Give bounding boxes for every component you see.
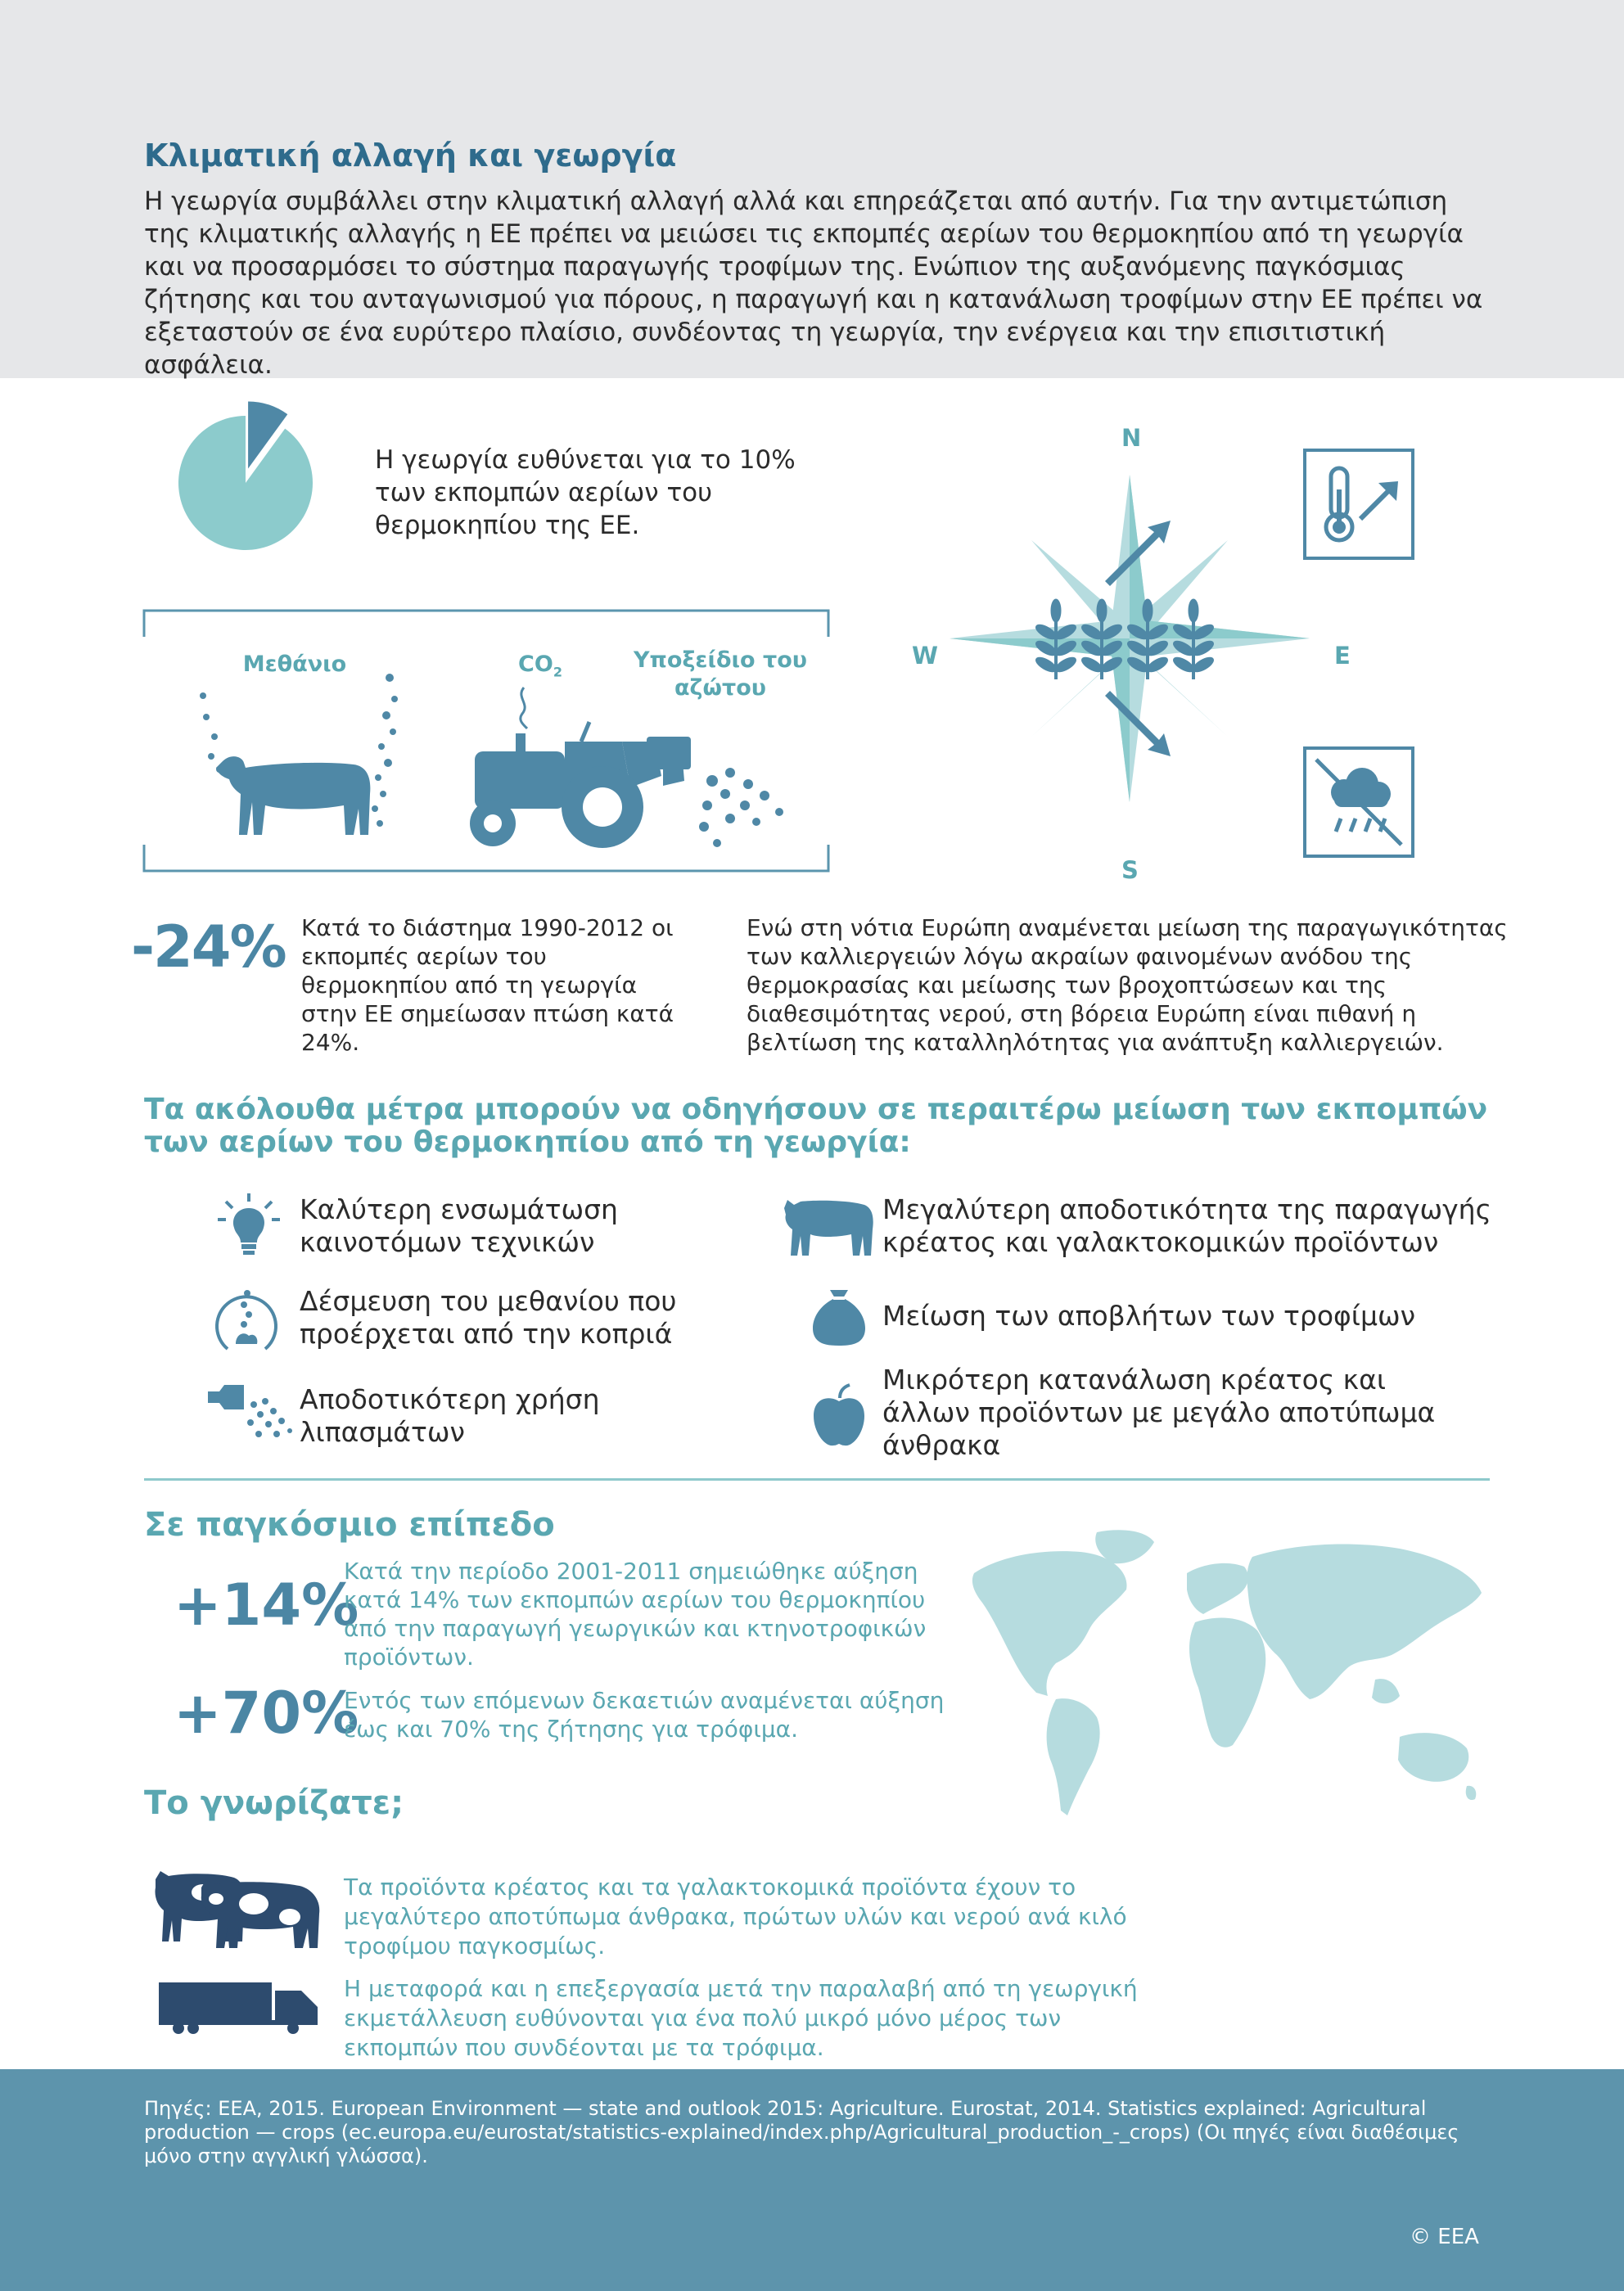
emissions-decrease-value: -24% xyxy=(131,913,286,981)
co2-subscript: 2 xyxy=(553,664,562,680)
did-you-know-heading: Το γνωρίζατε; xyxy=(144,1784,404,1822)
global-emissions-increase-value: +14% xyxy=(174,1572,359,1639)
measure-innovation-line2: καινοτόμων τεχνικών xyxy=(300,1226,595,1258)
food-waste-bag-icon xyxy=(809,1287,869,1347)
compass-north-label: N xyxy=(1121,424,1142,452)
global-heading: Σε παγκόσμιο επίπεδο xyxy=(144,1506,555,1544)
copyright-text: © EEA xyxy=(1410,2225,1479,2249)
intro-paragraph: Η γεωργία συμβάλλει στην κλιματική αλλαγή αλλά και επηρεάζεται από αυτήν. Για την αντιμετώπιση της κλιματικής αλλαγής η ΕΕ πρέπει να μειώσει τις εκπομπές αερίων του θερμοκηπίου από τη γεωργία και να προσαρμόσει το σύστημα παραγωγής τροφίμων της. Ενώπιον της αυξανόμενης παγκόσμιας ζήτησης και του ανταγωνισμού για πόρους, η παραγωγή και η κατανάλωση τροφίμων στην ΕΕ πρέπει να εξεταστούν σε ένα ευρύτερο πλαίσιο, συνδέοντας τη γεωργία, την ενέργεια και την επισιτιστική ασφάλεια. xyxy=(144,187,1483,380)
measure-livestock-line2: κρέατος και γαλακτοκομικών προϊόντων xyxy=(882,1226,1439,1258)
world-map xyxy=(966,1524,1490,1827)
section-divider xyxy=(144,1478,1490,1481)
compass-south-label: S xyxy=(1121,856,1139,884)
measure-fertilizer-line2: λιπασμάτων xyxy=(300,1416,465,1448)
dairy-cows-icon xyxy=(152,1863,327,1953)
measure-methane-line1: Δέσμευση του μεθανίου που xyxy=(300,1285,677,1317)
cow-icon xyxy=(783,1193,877,1259)
sources-text: Πηγές: EEA, 2015. European Environment — state and outlook 2015: Agriculture. Eurostat, 2014. Statistics explained: Agricultural production — crops (ec.europa.eu/eurostat/statistics-explained/index.php/Agricultural_production_-_crops) (Οι πηγές είναι διαθέσιμες μόνο στην αγγλική γλώσσα). xyxy=(144,2097,1459,2167)
measures-heading: Τα ακόλουθα μέτρα μπορούν να οδηγήσουν σε περαιτέρω μείωση των εκπομπών των αερίων του θερμοκηπίου από τη γεωργία: xyxy=(144,1093,1488,1159)
reduced-rainfall-icon xyxy=(1303,746,1414,858)
methane-capture-icon xyxy=(210,1282,283,1355)
nitrous-oxide-label-line1: Υποξείδιο του xyxy=(634,647,807,673)
rising-temperature-icon xyxy=(1303,449,1414,560)
fact-transport-processing: Η μεταφορά και η επεξεργασία μετά την παραλαβή από τη γεωργική εκμετάλλευση ευθύνονται για ένα πολύ μικρό μόνο μέρος των εκπομπών που συνδέονται με τα τρόφιμα. xyxy=(344,1975,1138,2061)
methane-label: Μεθάνιο xyxy=(242,652,347,677)
pie-rest-slice xyxy=(178,416,313,550)
productivity-south-north-text: Ενώ στη νότια Ευρώπη αναμένεται μείωση της παραγωγικότητας των καλλιεργειών λόγω ακραίων φαινομένων ανόδου της θερμοκρασίας και μείωσης των βροχοπτώσεων και της διαθεσιμότητας νερού, στη βόρεια Ευρώπη είναι πιθανή η βελτίωση της καταλληλότητας για ανάπτυξη καλλιεργειών. xyxy=(747,914,1508,1056)
cow-methane-icon xyxy=(193,671,406,851)
co2-label xyxy=(499,652,581,679)
share-statement: Η γεωργία ευθύνεται για το 10% των εκπομπών αερίων του θερμοκηπίου της ΕΕ. xyxy=(375,445,796,540)
measure-livestock-efficiency xyxy=(882,1193,1491,1259)
compass-west-label: W xyxy=(912,642,938,670)
measure-meat-line1: Μικρότερη κατανάλωση κρέατος και xyxy=(882,1364,1387,1396)
lightbulb-icon xyxy=(216,1192,282,1257)
compass-east-label: E xyxy=(1334,642,1351,670)
tractor-icon xyxy=(467,684,794,856)
global-emissions-increase-text: Κατά την περίοδο 2001-2011 σημειώθηκε αύξηση κατά 14% των εκπομπών αερίων του θερμοκηπίου από την παραγωγή γεωργικών και κτηνοτροφικών προϊόντων. xyxy=(344,1558,927,1671)
measure-less-meat xyxy=(882,1364,1435,1462)
measure-meat-line2: άλλων προϊόντων με μεγάλο αποτύπωμα xyxy=(882,1396,1436,1428)
measure-methane-capture xyxy=(300,1285,677,1351)
page-title: Κλιματική αλλαγή και γεωργία xyxy=(144,138,677,174)
measure-innovation xyxy=(300,1193,618,1259)
nitrous-oxide-label-line2: αζώτου xyxy=(674,675,766,701)
measure-meat-line3: άνθρακα xyxy=(882,1429,1001,1461)
food-demand-increase-value: +70% xyxy=(174,1680,359,1747)
measure-fertilizer-line1: Αποδοτικότερη χρήση xyxy=(300,1383,600,1415)
apple-icon xyxy=(810,1383,868,1449)
truck-icon xyxy=(157,1979,321,2035)
emissions-share-pie xyxy=(178,396,326,552)
food-demand-increase-text: Εντός των επόμενων δεκαετιών αναμένεται αύξηση έως και 70% της ζήτησης για τρόφιμα. xyxy=(344,1687,945,1743)
measure-food-waste: Μείωση των αποβλήτων των τροφίμων xyxy=(882,1300,1416,1332)
measure-fertilizer xyxy=(300,1383,600,1449)
co2-text: CO xyxy=(518,652,553,677)
fact-meat-footprint: Τα προϊόντα κρέατος και τα γαλακτοκομικά προϊόντα έχουν το μεγαλύτερο αποτύπωμα άνθρακα, πρώτων υλών και νερού ανά κιλό τροφίμου παγκοσμίως. xyxy=(344,1874,1127,1960)
compass-rose xyxy=(933,442,1326,835)
emissions-decrease-text: Κατά το διάστημα 1990-2012 οι εκπομπές αερίων του θερμοκηπίου από τη γεωργία στην ΕΕ σημείωσαν πτώση κατά 24%. xyxy=(301,914,674,1056)
measure-methane-line2: προέρχεται από την κοπριά xyxy=(300,1318,673,1350)
measure-livestock-line1: Μεγαλύτερη αποδοτικότητα της παραγωγής xyxy=(882,1193,1491,1225)
fertilizer-spreader-icon xyxy=(205,1380,295,1445)
measure-innovation-line1: Καλύτερη ενσωμάτωση xyxy=(300,1193,618,1225)
